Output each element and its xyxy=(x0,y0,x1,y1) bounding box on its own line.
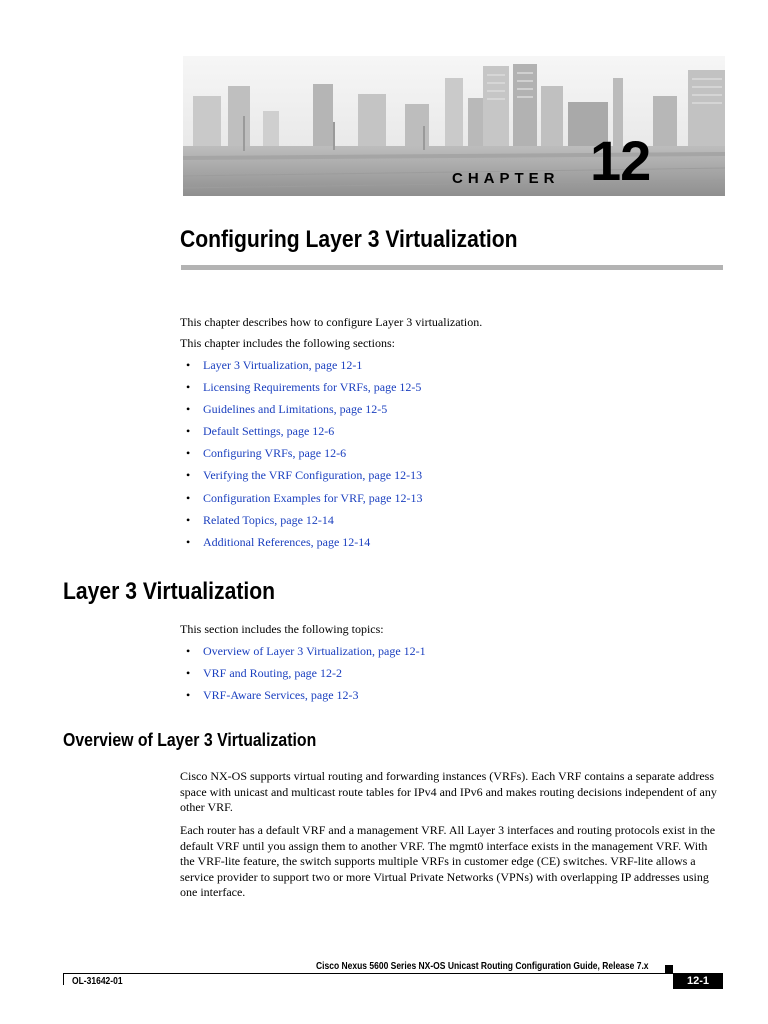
footer-doc-number: OL-31642-01 xyxy=(72,976,123,987)
overview-paragraph-1: Cisco NX-OS supports virtual routing and forwarding instances (VRFs). Each VRF contains a separate address space with unicast and multicast route tables for IPv4 and IPv6 and makes routing decisions independent of any other VRF. xyxy=(180,769,717,814)
list-item xyxy=(180,424,422,446)
chapter-section-list xyxy=(180,358,422,557)
list-item xyxy=(180,491,422,513)
footer-rule xyxy=(63,973,723,974)
section-link[interactable]: Guidelines and Limitations, page 12-5 xyxy=(203,402,388,417)
section-topics-lead: This section includes the following topics: xyxy=(180,622,384,636)
section-link[interactable]: Configuration Examples for VRF, page 12-13 xyxy=(203,490,423,505)
section-heading-layer3: Layer 3 Virtualization xyxy=(63,578,276,605)
section-link[interactable]: Default Settings, page 12-6 xyxy=(203,424,335,439)
intro-paragraph: This chapter describes how to configure Layer 3 virtualization. xyxy=(180,315,483,329)
list-item xyxy=(180,688,426,710)
topic-link[interactable]: VRF and Routing, page 12-2 xyxy=(203,666,342,681)
intro-sections-lead: This chapter includes the following sections: xyxy=(180,336,395,350)
chapter-number: 12 xyxy=(590,129,651,192)
list-item xyxy=(180,468,422,490)
overview-paragraph-2: Each router has a default VRF and a management VRF. All Layer 3 interfaces and routing protocols exist in the default VRF until you assign them to another VRF. The mgmt0 interface exists in the management VRF. With the VRF-lite feature, the switch supports multiple VRFs in customer edge (CE) switches. VRF-lite allows a service provider to support two or more Virtual Private Networks (VPNs) with overlapping IP addresses using one interface. xyxy=(180,823,716,899)
page-number: 12-1 xyxy=(673,974,723,989)
list-item xyxy=(180,535,422,557)
chapter-label: CHAPTER xyxy=(452,170,560,187)
list-item xyxy=(180,358,422,380)
list-item xyxy=(180,666,426,688)
title-rule xyxy=(181,265,723,270)
section-topic-list xyxy=(180,644,426,710)
footer-tick xyxy=(63,973,64,985)
list-item xyxy=(180,644,426,666)
section-link[interactable]: Layer 3 Virtualization, page 12-1 xyxy=(203,358,363,372)
footer-marker xyxy=(665,965,673,973)
topic-link[interactable]: VRF-Aware Services, page 12-3 xyxy=(203,688,359,703)
list-item xyxy=(180,513,422,535)
section-link[interactable]: Configuring VRFs, page 12-6 xyxy=(203,446,347,461)
list-item xyxy=(180,380,422,402)
section-heading-overview: Overview of Layer 3 Virtualization xyxy=(63,730,317,750)
section-link[interactable]: Licensing Requirements for VRFs, page 12-5 xyxy=(203,380,422,395)
chapter-title: Configuring Layer 3 Virtualization xyxy=(180,226,518,253)
section-link[interactable]: Verifying the VRF Configuration, page 12-13 xyxy=(203,468,423,483)
topic-link[interactable]: Overview of Layer 3 Virtualization, page 12-1 xyxy=(203,644,426,658)
footer-guide-title: Cisco Nexus 5600 Series NX-OS Unicast Routing Configuration Guide, Release 7.x xyxy=(316,961,649,972)
section-link[interactable]: Additional References, page 12-14 xyxy=(203,534,371,549)
section-link[interactable]: Related Topics, page 12-14 xyxy=(203,512,334,527)
list-item xyxy=(180,402,422,424)
list-item xyxy=(180,446,422,468)
